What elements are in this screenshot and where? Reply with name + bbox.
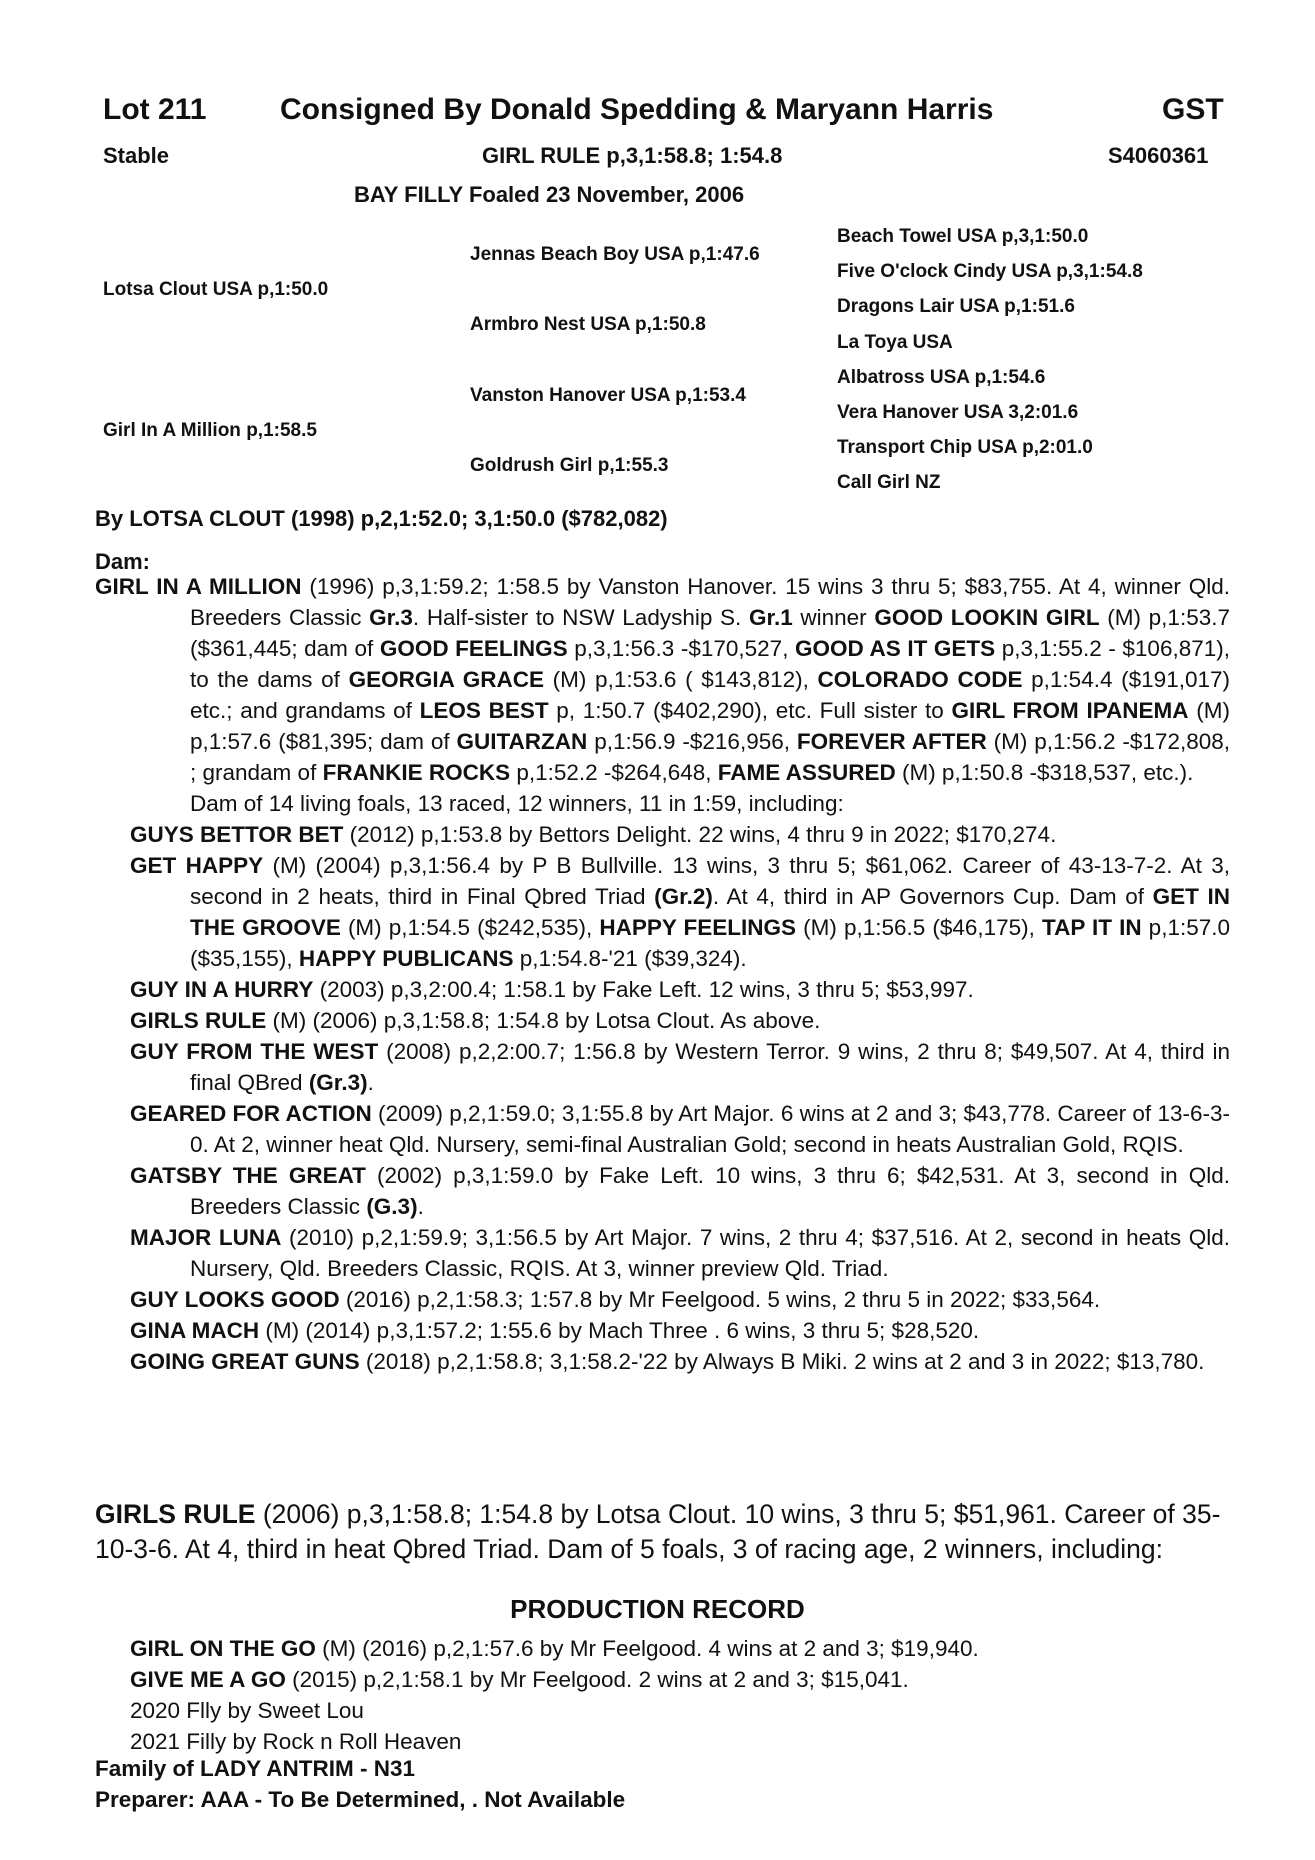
dam-name: GIRL IN A MILLION [95,574,302,599]
dam-paragraph: GIRL IN A MILLION (1996) p,3,1:59.2; 1:58.5 by Vanston Hanover. 15 wins 3 thru 5; $83,755. At 4, winner Qld. Breeders Classic Gr.3. Half-sister to NSW Ladyship S. Gr.1 winner GOOD LOOKIN GIRL (M) p,1:53.7 ($361,445; dam of GOOD FEELINGS p,3,1:56.3 -$170,527, GOOD AS IT GETS p,3,1:55.2 - $106,871), to the dams of GEORGIA GRACE (M) p,1:53.6 ( $143,812), COLORADO CODE p,1:54.4 ($191,017) etc.; and grandams of LEOS BEST p, 1:50.7 ($402,290), etc. Full sister to GIRL FROM IPANEMA (M) p,1:57.6 ($81,395; dam of GUITARZAN p,1:56.9 -$216,956, FOREVER AFTER (M) p,1:56.2 -$172,808, ; grandam of FRANKIE ROCKS p,1:52.2 -$264,648, FAME ASSURED (M) p,1:50.8 -$318,537, etc.). [95,574,1230,785]
pedigree-dam: Girl In A Million p,1:58.5 [103,420,317,441]
pedigree-gen3-3: Dragons Lair USA p,1:51.6 [837,296,1075,317]
foal-entry: GEARED FOR ACTION (2009) p,2,1:59.0; 3,1:55.8 by Art Major. 6 wins at 2 and 3; $43,778. Career of 13-6-3-0. At 2, winner heat Qld. Nursery, semi-final Australian Gold; second in heats Australian Gold, RQIS. [130,1101,1230,1157]
horse-title: GIRL RULE p,3,1:58.8; 1:54.8 [482,143,783,168]
consigned-by: Consigned By Donald Spedding & Maryann Harris [280,93,994,126]
family-line: Family of LADY ANTRIM - N31 [95,1756,416,1781]
dam-summary: Dam of 14 living foals, 13 raced, 12 winners, 11 in 1:59, including: [190,791,844,816]
stable-label: Stable [103,143,170,168]
foal-entry: GUY IN A HURRY (2003) p,3,2:00.4; 1:58.1 by Fake Left. 12 wins, 3 thru 5; $53,997. [130,977,974,1002]
pedigree-dam-sire: Vanston Hanover USA p,1:53.4 [470,385,746,406]
pedigree-sire-dam: Armbro Nest USA p,1:50.8 [470,314,706,335]
dam-section [95,571,1230,1377]
foal-entry: GUY LOOKS GOOD (2016) p,2,1:58.3; 1:57.8 by Mr Feelgood. 5 wins, 2 thru 5 in 2022; $33,564. [130,1287,1101,1312]
pedigree-sire: Lotsa Clout USA p,1:50.0 [103,279,329,300]
subject-paragraph: GIRLS RULE (2006) p,3,1:58.8; 1:54.8 by Lotsa Clout. 10 wins, 3 thru 5; $51,961. Career of 35-10-3-6. At 4, third in heat Qbred Triad. Dam of 5 foals, 3 of racing age, 2 winners, including: [95,1499,1221,1564]
pedigree-gen3-2: Five O'clock Cindy USA p,3,1:54.8 [837,261,1143,282]
preparer-line: Preparer: AAA - To Be Determined, . Not Available [95,1787,626,1812]
foal-entry: GET HAPPY (M) (2004) p,3,1:56.4 by P B Bullville. 13 wins, 3 thru 5; $61,062. Career of 43-13-7-2. At 3, second in 2 heats, third in Final Qbred Triad (Gr.2). At 4, third in AP Governors Cup. Dam of GET IN THE GROOVE (M) p,1:54.5 ($242,535), HAPPY FEELINGS (M) p,1:56.5 ($46,175), TAP IT IN p,1:57.0 ($35,155), HAPPY PUBLICANS p,1:54.8-'21 ($39,324). [130,853,1231,971]
production-record-title: PRODUCTION RECORD [510,1594,805,1624]
foal-entry: MAJOR LUNA (2010) p,2,1:59.9; 3,1:56.5 by Art Major. 7 wins, 2 thru 4; $37,516. At 2, second in heats Qld. Nursery, Qld. Breeders Classic, RQIS. At 3, winner preview Qld. Triad. [130,1225,1231,1281]
pedigree-gen3-8: Call Girl NZ [837,472,941,493]
footer [95,1753,625,1815]
foal-entry: GINA MACH (M) (2014) p,3,1:57.2; 1:55.6 by Mach Three . 6 wins, 3 thru 5; $28,520. [130,1318,980,1343]
pedigree-gen3-1: Beach Towel USA p,3,1:50.0 [837,226,1089,247]
reference-code: S4060361 [1108,143,1209,168]
production-record-list [130,1633,979,1757]
subject-name: GIRLS RULE [95,1499,256,1529]
pedigree-gen3-7: Transport Chip USA p,2:01.0 [837,437,1093,458]
foal-entry: GOING GREAT GUNS (2018) p,2,1:58.8; 3,1:58.2-'22 by Always B Miki. 2 wins at 2 and 3 in 2022; $13,780. [130,1349,1205,1374]
production-entry: GIRL ON THE GO (M) (2016) p,2,1:57.6 by Mr Feelgood. 4 wins at 2 and 3; $19,940. [130,1636,979,1661]
pedigree-gen3-5: Albatross USA p,1:54.6 [837,367,1046,388]
foal-entry: GIRLS RULE (M) (2006) p,3,1:58.8; 1:54.8 by Lotsa Clout. As above. [130,1008,821,1033]
foaled-line: BAY FILLY Foaled 23 November, 2006 [354,182,745,207]
pedigree-gen3-6: Vera Hanover USA 3,2:01.6 [837,402,1079,423]
sire-line: By LOTSA CLOUT (1998) p,2,1:52.0; 3,1:50.0 ($782,082) [95,506,668,531]
dam-label: Dam: [95,549,151,574]
production-entry: GIVE ME A GO (2015) p,2,1:58.1 by Mr Feelgood. 2 wins at 2 and 3; $15,041. [130,1667,909,1692]
pedigree-sire-sire: Jennas Beach Boy USA p,1:47.6 [470,244,760,265]
foal-entry: GUYS BETTOR BET (2012) p,1:53.8 by Bettors Delight. 22 wins, 4 thru 9 in 2022; $170,274. [130,822,1057,847]
pedigree-dam-dam: Goldrush Girl p,1:55.3 [470,455,669,476]
production-entry: 2021 Filly by Rock n Roll Heaven [130,1729,462,1754]
gst-label: GST [1162,93,1224,126]
foal-entry: GATSBY THE GREAT (2002) p,3,1:59.0 by Fake Left. 10 wins, 3 thru 6; $42,531. At 3, second in Qld. Breeders Classic (G.3). [130,1163,1230,1219]
production-entry: 2020 Flly by Sweet Lou [130,1698,364,1723]
lot-number: Lot 211 [103,93,207,126]
foal-entry: GUY FROM THE WEST (2008) p,2,2:00.7; 1:56.8 by Western Terror. 9 wins, 2 thru 8; $49,507. At 4, third in final QBred (Gr.3). [130,1039,1230,1095]
pedigree-gen3-4: La Toya USA [837,332,953,353]
